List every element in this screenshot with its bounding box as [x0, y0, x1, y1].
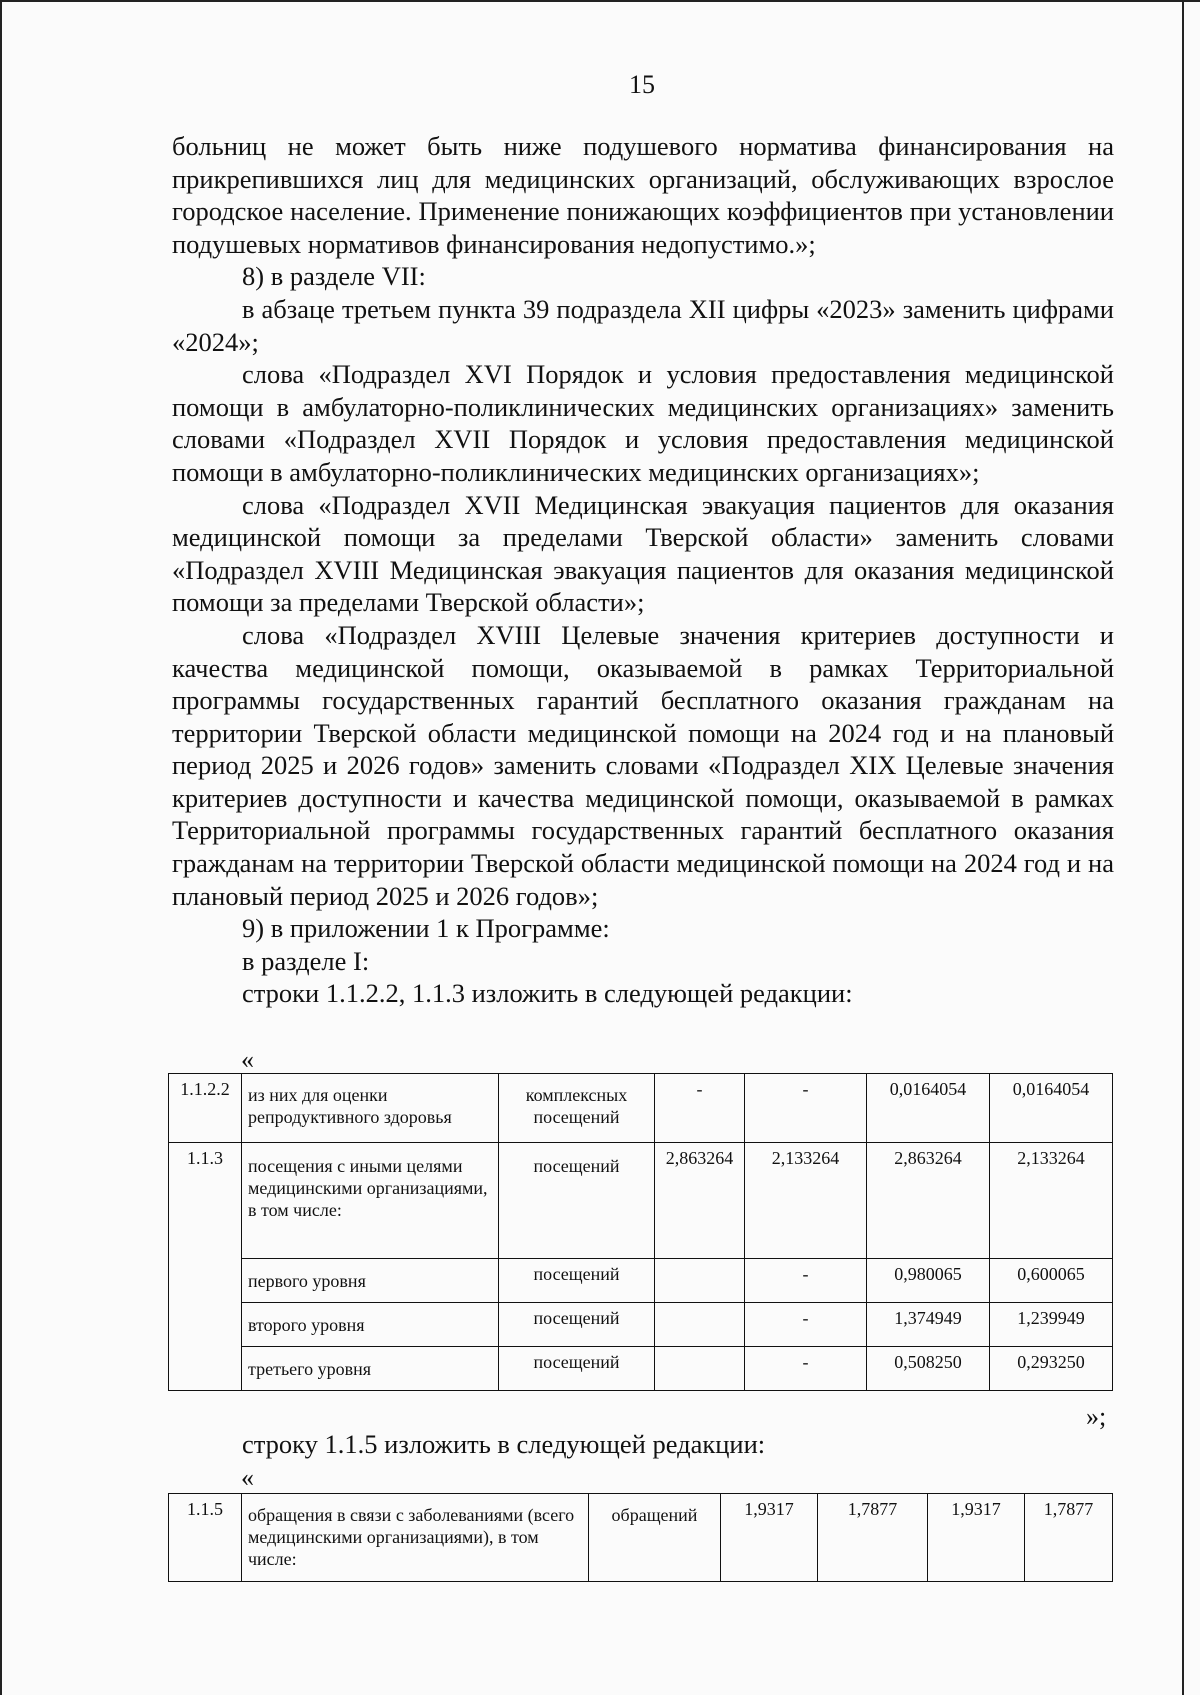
paragraph: в разделе I: — [242, 945, 370, 976]
paragraph: строку 1.1.5 изложить в следующей редакции: — [242, 1429, 766, 1459]
row-value: - — [655, 1074, 745, 1143]
row-value: 1,239949 — [990, 1303, 1113, 1347]
table-row — [169, 1494, 1113, 1582]
table-1 — [168, 1073, 1113, 1391]
row-value: 2,863264 — [655, 1143, 745, 1259]
paragraph: слова «Подраздел XVII Медицинская эвакуация пациентов для оказания медицинской помощи за пределами Тверской области» заменить словами «Подраздел XVIII Медицинская эвакуация пациентов для оказания медицинской помощи за пределами Тверской области»; — [172, 489, 1114, 618]
paragraph: в абзаце третьем пункта 39 подраздела XII цифры «2023» заменить цифрами «2024»; — [172, 293, 1114, 357]
table-row — [169, 1347, 1113, 1391]
open-quote-2: « — [241, 1463, 254, 1492]
paragraph: 9) в приложении 1 к Программе: — [242, 913, 610, 944]
scan-edge-top — [0, 0, 1200, 2]
row-name: посещения с иными целями медицинскими организациями, в том числе: — [242, 1143, 499, 1259]
scan-edge-right — [1182, 0, 1184, 1695]
row-value: - — [745, 1074, 867, 1143]
row-value: 1,7877 — [818, 1494, 928, 1582]
row-code: 1.1.3 — [169, 1143, 242, 1391]
paragraph: больниц не может быть ниже подушевого норматива финансирования на прикрепившихся лиц для медицинских организаций, обслуживающих взрослое городское население. Применение понижающих коэффициентов при установлении подушевых нормативов финансирования недопустимо.»; — [172, 131, 1114, 259]
table-row — [169, 1259, 1113, 1303]
close-quote-1: »; — [1086, 1402, 1107, 1431]
row-unit: посещений — [499, 1303, 655, 1347]
row-value: 0,0164054 — [867, 1074, 990, 1143]
row-unit: посещений — [499, 1259, 655, 1303]
table-row — [169, 1074, 1113, 1143]
paragraph: 8) в разделе VII: — [242, 261, 426, 292]
row-name: из них для оценки репродуктивного здоровья — [242, 1074, 499, 1143]
open-quote-1: « — [241, 1045, 254, 1074]
row-value: 0,980065 — [867, 1259, 990, 1303]
paragraph: слова «Подраздел XVI Порядок и условия предоставления медицинской помощи в амбулаторно-поликлинических медицинских организациях» заменить словами «Подраздел XVII Порядок и условия предоставления медицинской помощи в амбулаторно-поликлинических медицинских организациях»; — [172, 359, 1114, 487]
paragraph: строки 1.1.2.2, 1.1.3 изложить в следующей редакции: — [242, 978, 853, 1009]
row-name: обращения в связи с заболеваниями (всего медицинскими организациями), в том числе: — [242, 1494, 589, 1582]
paragraph: слова «Подраздел XVIII Целевые значения критериев доступности и качества медицинской помощи, оказываемой в рамках Территориальной программы государственных гарантий бесплатного оказания гражданам на территории Тверской области медицинской помощи на 2024 год и на плановый период 2025 и 2026 годов» заменить словами «Подраздел XIX Целевые значения критериев доступности и качества медицинской помощи, оказываемой в рамках Территориальной программы государственных гарантий бесплатного оказания гражданам на территории Тверской области медицинской помощи на 2024 год и на плановый период 2025 и 2026 годов»; — [172, 619, 1114, 911]
row-value: 1,9317 — [721, 1494, 818, 1582]
row-value: 2,133264 — [990, 1143, 1113, 1259]
row-value: 2,133264 — [745, 1143, 867, 1259]
row-name: третьего уровня — [242, 1347, 499, 1391]
mid-paragraph — [172, 1428, 1114, 1461]
row-value — [655, 1303, 745, 1347]
row-value: 1,7877 — [1025, 1494, 1113, 1582]
row-unit: комплексных посещений — [499, 1074, 655, 1143]
row-name: второго уровня — [242, 1303, 499, 1347]
table-2 — [168, 1493, 1113, 1582]
row-value — [655, 1347, 745, 1391]
row-unit: обращений — [589, 1494, 721, 1582]
row-code: 1.1.5 — [169, 1494, 242, 1582]
scan-edge-left — [0, 0, 2, 1695]
row-value: - — [745, 1259, 867, 1303]
row-value: 1,9317 — [928, 1494, 1025, 1582]
page-number: 15 — [629, 70, 655, 99]
row-unit: посещений — [499, 1143, 655, 1259]
row-unit: посещений — [499, 1347, 655, 1391]
table-row — [169, 1303, 1113, 1347]
body-text — [172, 130, 1114, 1010]
row-value: 1,374949 — [867, 1303, 990, 1347]
row-code: 1.1.2.2 — [169, 1074, 242, 1143]
row-value: - — [745, 1347, 867, 1391]
row-value: 2,863264 — [867, 1143, 990, 1259]
row-value — [655, 1259, 745, 1303]
table-row — [169, 1143, 1113, 1259]
row-name: первого уровня — [242, 1259, 499, 1303]
row-value: 0,508250 — [867, 1347, 990, 1391]
row-value: - — [745, 1303, 867, 1347]
row-value: 0,600065 — [990, 1259, 1113, 1303]
row-value: 0,0164054 — [990, 1074, 1113, 1143]
row-value: 0,293250 — [990, 1347, 1113, 1391]
